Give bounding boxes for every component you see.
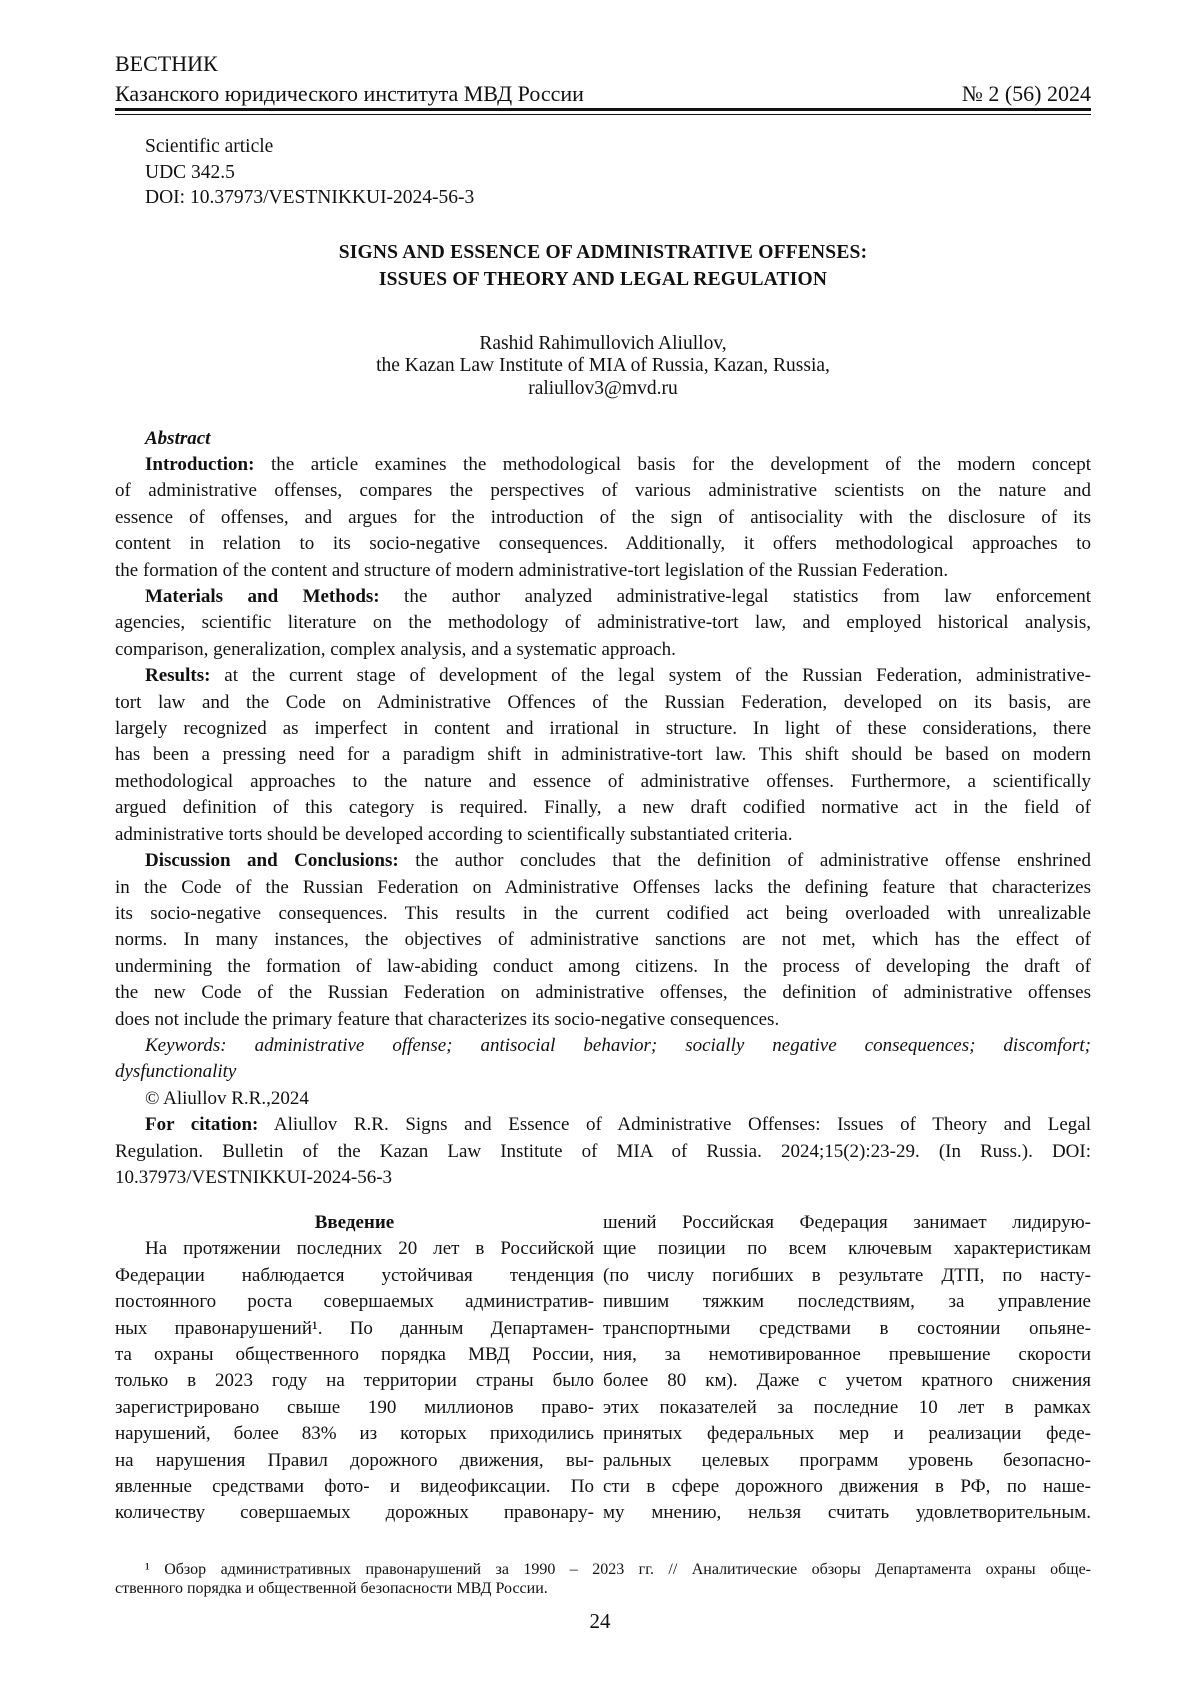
- body-line: принятых федеральных мер и реализации феде-: [603, 1421, 1091, 1447]
- abstract-line: content in relation to its socio-negative consequences. Additionally, it offers methodological approaches to: [115, 531, 1091, 557]
- body-line: количеству совершаемых дорожных правонару-: [115, 1500, 594, 1526]
- page-number: 24: [0, 1609, 1200, 1634]
- abstract-line: comparison, generalization, complex analysis, and a systematic approach.: [115, 637, 1091, 663]
- abstract-line: methodological approaches to the nature and essence of administrative offenses. Furthermore, a scientifically: [115, 769, 1091, 795]
- doi: DOI: 10.37973/VESTNIKKUI-2024-56-3: [145, 185, 474, 211]
- paragraph-lead: Introduction:: [145, 454, 254, 475]
- citation-line: Regulation. Bulletin of the Kazan Law Institute of MIA of Russia. 2024;15(2):23-29. (In Russ.). DOI:: [115, 1139, 1091, 1165]
- body-line: нарушений, более 83% из которых приходились: [115, 1421, 594, 1447]
- article-title: [115, 239, 1091, 293]
- abstract-line: Discussion and Conclusions: the author concludes that the definition of administrative offense enshrined: [115, 848, 1091, 874]
- keywords-line: Keywords: administrative offense; antisocial behavior; socially negative consequences; discomfort;: [115, 1033, 1091, 1059]
- author-block: [115, 333, 1091, 400]
- abstract-line: Introduction: the article examines the methodological basis for the development of the modern concept: [115, 452, 1091, 478]
- issue-number: № 2 (56) 2024: [962, 80, 1091, 108]
- abstract-line: does not include the primary feature that characterizes its socio-negative consequences.: [115, 1007, 1091, 1033]
- abstract-line: norms. In many instances, the objectives of administrative sanctions are not met, which has the effect of: [115, 927, 1091, 953]
- abstract-line: has been a pressing need for a paradigm shift in administrative-tort law. This shift should be based on modern: [115, 742, 1091, 768]
- body-line: ния, за немотивированное превышение скорости: [603, 1342, 1091, 1368]
- abstract-line: Results: at the current stage of development of the legal system of the Russian Federation, administrative-: [115, 663, 1091, 689]
- body-line: пившим тяжким последствиям, за управление: [603, 1289, 1091, 1315]
- citation-line: For citation: Aliullov R.R. Signs and Essence of Administrative Offenses: Issues of Theory and Legal: [115, 1112, 1091, 1138]
- abstract-line: argued definition of this category is required. Finally, a new draft codified normative act in the field of: [115, 795, 1091, 821]
- abstract-line: agencies, scientific literature on the methodology of administrative-tort law, and employed historical analysis,: [115, 610, 1091, 636]
- paragraph-lead: For citation:: [145, 1114, 258, 1135]
- abstract-line: Materials and Methods: the author analyzed administrative-legal statistics from law enforcement: [115, 584, 1091, 610]
- body-line: сти в сфере дорожного движения в РФ, по наше-: [603, 1474, 1091, 1500]
- article-meta: [145, 134, 474, 211]
- abstract-line: tort law and the Code on Administrative Offences of the Russian Federation, developed on its basis, are: [115, 690, 1091, 716]
- paragraph-lead: Discussion and Conclusions:: [145, 850, 399, 871]
- body-line: зарегистрировано свыше 190 миллионов право-: [115, 1395, 594, 1421]
- body-line: более 80 км). Даже с учетом кратного снижения: [603, 1368, 1091, 1394]
- abstract-line: its socio-negative consequences. This results in the current codified act being overloaded with unrealizable: [115, 901, 1091, 927]
- journal-subtitle: Казанского юридического института МВД России: [115, 81, 584, 106]
- abstract-line: essence of offenses, and argues for the introduction of the sign of antisociality with the disclosure of its: [115, 505, 1091, 531]
- citation-line: 10.37973/VESTNIKKUI-2024-56-3: [115, 1165, 1091, 1191]
- article-type: Scientific article: [145, 134, 474, 160]
- abstract-line: of administrative offenses, compares the perspectives of various administrative scientists on the nature and: [115, 478, 1091, 504]
- body-line: явленные средствами фото- и видеофиксации. По: [115, 1474, 594, 1500]
- body-line: этих показателей за последние 10 лет в рамках: [603, 1395, 1091, 1421]
- author-affiliation: the Kazan Law Institute of MIA of Russia, Kazan, Russia,: [115, 355, 1091, 377]
- paragraph-lead: Results:: [145, 665, 210, 686]
- udc: UDC 342.5: [145, 160, 474, 186]
- abstract-heading: Abstract: [145, 426, 210, 452]
- title-line: SIGNS AND ESSENCE OF ADMINISTRATIVE OFFENSES:: [115, 239, 1091, 266]
- body-line: Федерации наблюдается устойчивая тенденция: [115, 1263, 594, 1289]
- abstract-line: undermining the formation of law-abiding conduct among citizens. In the process of developing the draft of: [115, 954, 1091, 980]
- abstract-body: [115, 452, 1091, 1191]
- body-line: шений Российская Федерация занимает лидирую-: [603, 1210, 1091, 1236]
- body-line: ральных целевых программ уровень безопасно-: [603, 1448, 1091, 1474]
- body-line: щие позиции по всем ключевым характеристикам: [603, 1236, 1091, 1262]
- section-heading: Введение: [115, 1210, 594, 1236]
- title-line: ISSUES OF THEORY AND LEGAL REGULATION: [115, 266, 1091, 293]
- footnote-line: ¹ Обзор административных правонарушений за 1990 – 2023 гг. // Аналитические обзоры Департамента охраны обще-: [115, 1560, 1091, 1579]
- footnote: [115, 1560, 1091, 1598]
- abstract-line: largely recognized as imperfect in content and irrational in structure. In light of these considerations, there: [115, 716, 1091, 742]
- author-name: Rashid Rahimullovich Aliullov,: [115, 333, 1091, 355]
- abstract-line: the new Code of the Russian Federation on administrative offenses, the definition of administrative offenses: [115, 980, 1091, 1006]
- paragraph-lead: Materials and Methods:: [145, 586, 380, 607]
- header-divider: [115, 108, 1091, 115]
- body-line: та охраны общественного порядка МВД России,: [115, 1342, 594, 1368]
- copyright-line: © Aliullov R.R.,2024: [115, 1086, 1091, 1112]
- body-line: на нарушения Правил дорожного движения, вы-: [115, 1448, 594, 1474]
- body-line: На протяжении последних 20 лет в Российской: [115, 1236, 594, 1262]
- body-line: транспортными средствами в состоянии опьяне-: [603, 1316, 1091, 1342]
- footnote-line: ственного порядка и общественной безопасности МВД России.: [115, 1579, 1091, 1598]
- body-line: му мнению, нельзя считать удовлетворительным.: [603, 1500, 1091, 1526]
- left-column: [115, 1210, 594, 1527]
- abstract-line: the formation of the content and structure of modern administrative-tort legislation of the Russian Federation.: [115, 558, 1091, 584]
- body-line: только в 2023 году на территории страны было: [115, 1368, 594, 1394]
- author-email[interactable]: raliullov3@mvd.ru: [115, 378, 1091, 400]
- keywords-line: dysfunctionality: [115, 1059, 1091, 1085]
- abstract-line: administrative torts should be developed according to scientifically substantiated criteria.: [115, 822, 1091, 848]
- right-column: [603, 1210, 1091, 1527]
- abstract-line: in the Code of the Russian Federation on Administrative Offenses lacks the defining feature that characterizes: [115, 875, 1091, 901]
- body-line: ных правонарушений¹. По данным Департамен-: [115, 1316, 594, 1342]
- body-line: (по числу погибших в результате ДТП, по насту-: [603, 1263, 1091, 1289]
- journal-name: ВЕСТНИК: [115, 50, 1091, 78]
- journal-subtitle-row: [115, 80, 1091, 108]
- body-line: постоянного роста совершаемых административ-: [115, 1289, 594, 1315]
